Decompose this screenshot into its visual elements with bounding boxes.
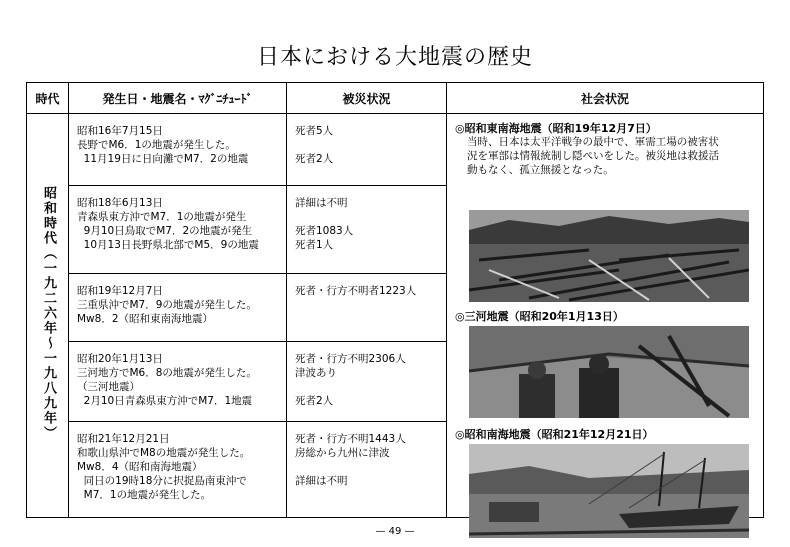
header-damage: 被災状況 [287, 83, 447, 114]
social-body: 当時、日本は太平洋戦争の最中で、軍需工場の被害状 況を軍部は情報統制し隠ぺいをした。被災地は救援活 動もなく、孤立無援となった。 [467, 136, 719, 176]
table-row [27, 114, 764, 186]
header-event: 発生日・地震名・ﾏｸﾞﾆﾁｭｰﾄﾞ [69, 83, 287, 114]
mikawa-photo [469, 326, 749, 418]
social-heading: ◎昭和南海地震（昭和21年12月21日） [455, 428, 654, 441]
event-cell [69, 274, 287, 342]
event-text: 昭和18年6月13日 青森県東方沖でM7．1の地震が発生 9月10日鳥取でM7．2の地震が発生 10月13日長野県北部でM5．9の地震 [77, 197, 259, 251]
era-label: 昭和時代（一九二六年～一九八九年） [40, 186, 56, 441]
social-heading: ◎三河地震（昭和20年1月13日） [455, 310, 624, 323]
nankai-tsunami-photo [469, 444, 749, 538]
page-title: 日本における大地震の歴史 [256, 45, 533, 70]
social-heading: ◎昭和東南海地震（昭和19年12月7日） [455, 122, 657, 135]
damage-text: 詳細は不明 死者1083人 死者1人 [295, 197, 354, 251]
event-text: 昭和20年1月13日 三河地方でM6．8の地震が発生した。 （三河地震） 2月10日青森県東方沖でM7．1地震 [77, 353, 257, 407]
event-cell [69, 186, 287, 274]
header-era: 時代 [27, 83, 69, 114]
damage-text: 死者・行方不明者1223人 [295, 285, 417, 297]
event-text: 昭和16年7月15日 長野でM6．1の地震が発生した。 11月19日に日向灘でM7．2の地震 [77, 125, 249, 165]
social-cell [447, 114, 764, 518]
damage-cell [287, 274, 447, 342]
damage-text: 死者5人 死者2人 [295, 125, 334, 165]
earthquake-history-table [26, 82, 764, 518]
event-text: 昭和21年12月21日 和歌山県沖でM8の地震が発生した。 Mw8．4（昭和南海地震） 同日の19時18分に択捉島南東沖で M7．1の地震が発生した。 [77, 433, 251, 501]
event-cell [69, 342, 287, 422]
header-row [27, 83, 764, 114]
damage-text: 死者・行方不明2306人 津波あり 死者2人 [295, 353, 406, 407]
era-cell [27, 114, 69, 518]
damage-cell [287, 342, 447, 422]
damage-cell [287, 422, 447, 518]
event-cell [69, 114, 287, 186]
tonankai-damage-photo [469, 210, 749, 302]
event-cell [69, 422, 287, 518]
header-social: 社会状況 [447, 83, 764, 114]
damage-cell [287, 114, 447, 186]
damage-cell [287, 186, 447, 274]
event-text: 昭和19年12月7日 三重県沖でM7．9の地震が発生した。 Mw8．2（昭和東南海地震） [77, 285, 257, 325]
page-number: — 49 — [375, 526, 415, 537]
damage-text: 死者・行方不明1443人 房総から九州に津波 詳細は不明 [295, 433, 406, 487]
